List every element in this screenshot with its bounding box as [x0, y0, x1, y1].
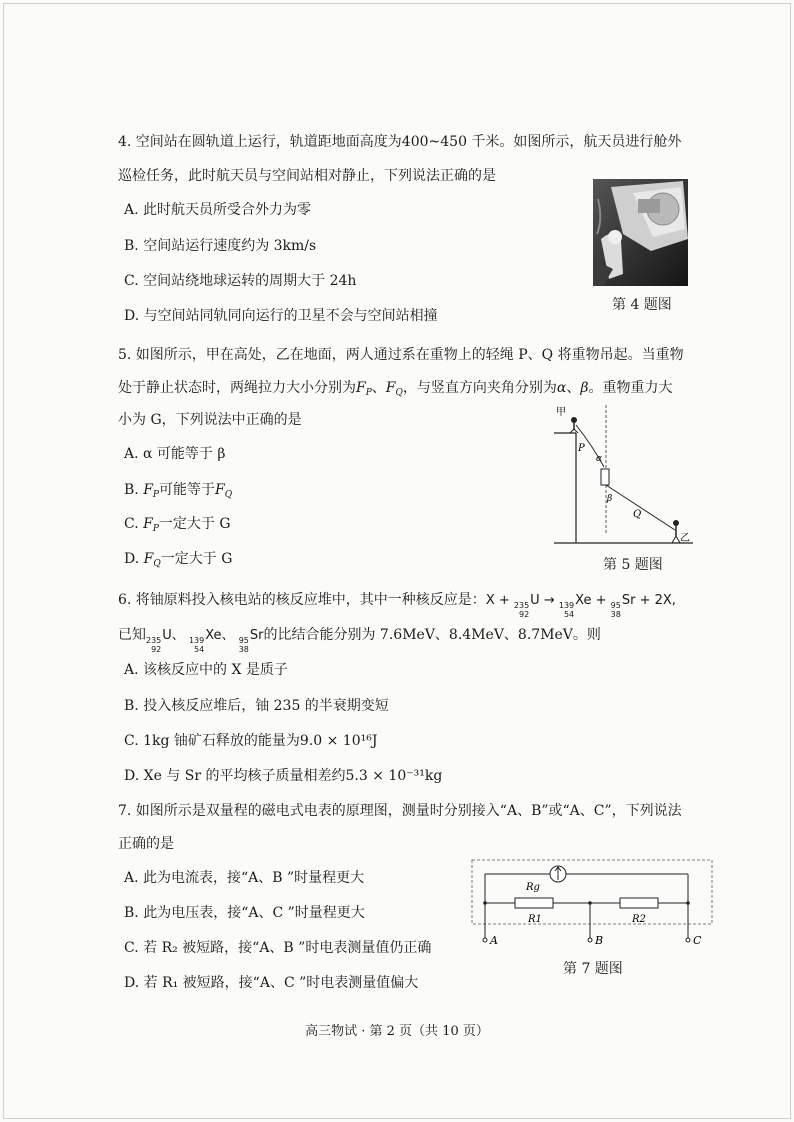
q5-line2-part2: ，与竖直方向夹角分别为	[402, 380, 557, 396]
q4-line2: 巡检任务，此时航天员与空间站相对静止，下列说法正确的是	[118, 168, 496, 184]
q5-line2-part1: 处于静止状态时，两绳拉力大小分别为	[118, 380, 356, 396]
q5-fig-alpha: α	[596, 454, 603, 464]
q7-caption: 第 7 题图	[563, 961, 623, 977]
q4-line1: 4. 空间站在圆轨道上运行，轨道距地面高度为400~450 千米。如图所示，航天员进行舱外	[118, 134, 682, 150]
q5-line2-part3: 。重物重力大	[588, 380, 673, 396]
q7-option-b: B. 此为电压表，接“A、C ”时量程更大	[124, 905, 365, 921]
q5-option-c: C. $F_P$一定大于 G	[124, 516, 231, 534]
q7-circuit-figure	[470, 858, 716, 950]
q7-fig-rg: Rg	[526, 882, 540, 893]
q5-option-d: D. $F_Q$一定大于 G	[124, 551, 233, 569]
q7-line2: 正确的是	[118, 836, 174, 852]
q7-fig-c: C	[693, 934, 702, 947]
q6-option-d: D. Xe 与 Sr 的平均核子质量相差约5.3 × 10⁻³¹kg	[124, 768, 443, 784]
q5-line1: 5. 如图所示，甲在高处，乙在地面，两人通过系在重物上的轻绳 P、Q 将重物吊起。当重物	[118, 347, 684, 363]
q4-option-a: A. 此时航天员所受合外力为零	[124, 202, 312, 218]
q5-figure	[548, 405, 696, 550]
q5-caption: 第 5 题图	[603, 557, 663, 573]
q4-option-d: D. 与空间站同轨同向运行的卫星不会与空间站相撞	[124, 308, 438, 324]
q7-option-c: C. 若 R₂ 被短路，接“A、B ”时电表测量值仍正确	[124, 940, 432, 956]
q6-option-b: B. 投入核反应堆后，铀 235 的半衰期变短	[124, 698, 389, 714]
q7-fig-a: A	[490, 934, 498, 947]
q5-fig-q: Q	[633, 509, 642, 520]
q5-fig-p: P	[578, 443, 585, 454]
q7-fig-r2: R2	[632, 914, 646, 925]
q7-option-a: A. 此为电流表，接“A、B ”时量程更大	[124, 870, 365, 886]
q7-fig-b: B	[595, 934, 604, 947]
q5-line3: 小为 G，下列说法中正确的是	[118, 412, 302, 428]
q6-option-c: C. 1kg 铀矿石释放的能量为9.0 × 10¹⁶J	[124, 733, 378, 749]
q4-option-c: C. 空间站绕地球运转的周期大于 24h	[124, 273, 357, 289]
q4-option-b: B. 空间站运行速度约为 3km/s	[124, 238, 317, 254]
q6-line2: 已知 235 92 U、 139 54 Xe、 95 38 Sr的比结合能分别为 7.6MeV、8.4MeV、8.7MeV。则	[118, 627, 601, 654]
q5-fig-jia: 甲	[556, 407, 566, 418]
q7-line1: 7. 如图所示是双量程的磁电式电表的原理图，测量时分别接入“A、B”或“A、C”，下列说法	[118, 803, 682, 819]
q5-fig-yi: 乙	[680, 533, 690, 544]
q7-option-d: D. 若 R₁ 被短路，接“A、C ”时电表测量值偏大	[124, 975, 419, 991]
q5-option-a: A. α 可能等于 β	[124, 446, 226, 462]
q7-fig-r1: R1	[528, 914, 542, 925]
q6-line1: 6. 将铀原料投入核电站的核反应堆中，其中一种核反应是：X + 235 92 U → 139 54 Xe + 95 38 Sr + 2X,	[118, 592, 676, 619]
q5-option-b: B. $F_P$可能等于$F_Q$	[124, 482, 233, 500]
q5-line2: 处于静止状态时，两绳拉力大小分别为$F_P$、$F_Q$，与竖直方向夹角分别为α、β。重物重力大	[118, 380, 673, 398]
q4-caption: 第 4 题图	[612, 297, 672, 313]
q5-fig-beta: β	[607, 494, 613, 504]
page-footer: 高三物试 · 第 2 页（共 10 页）	[305, 1024, 489, 1039]
q6-option-a: A. 该核反应中的 X 是质子	[124, 662, 288, 678]
q4-astronaut-photo	[593, 179, 688, 286]
